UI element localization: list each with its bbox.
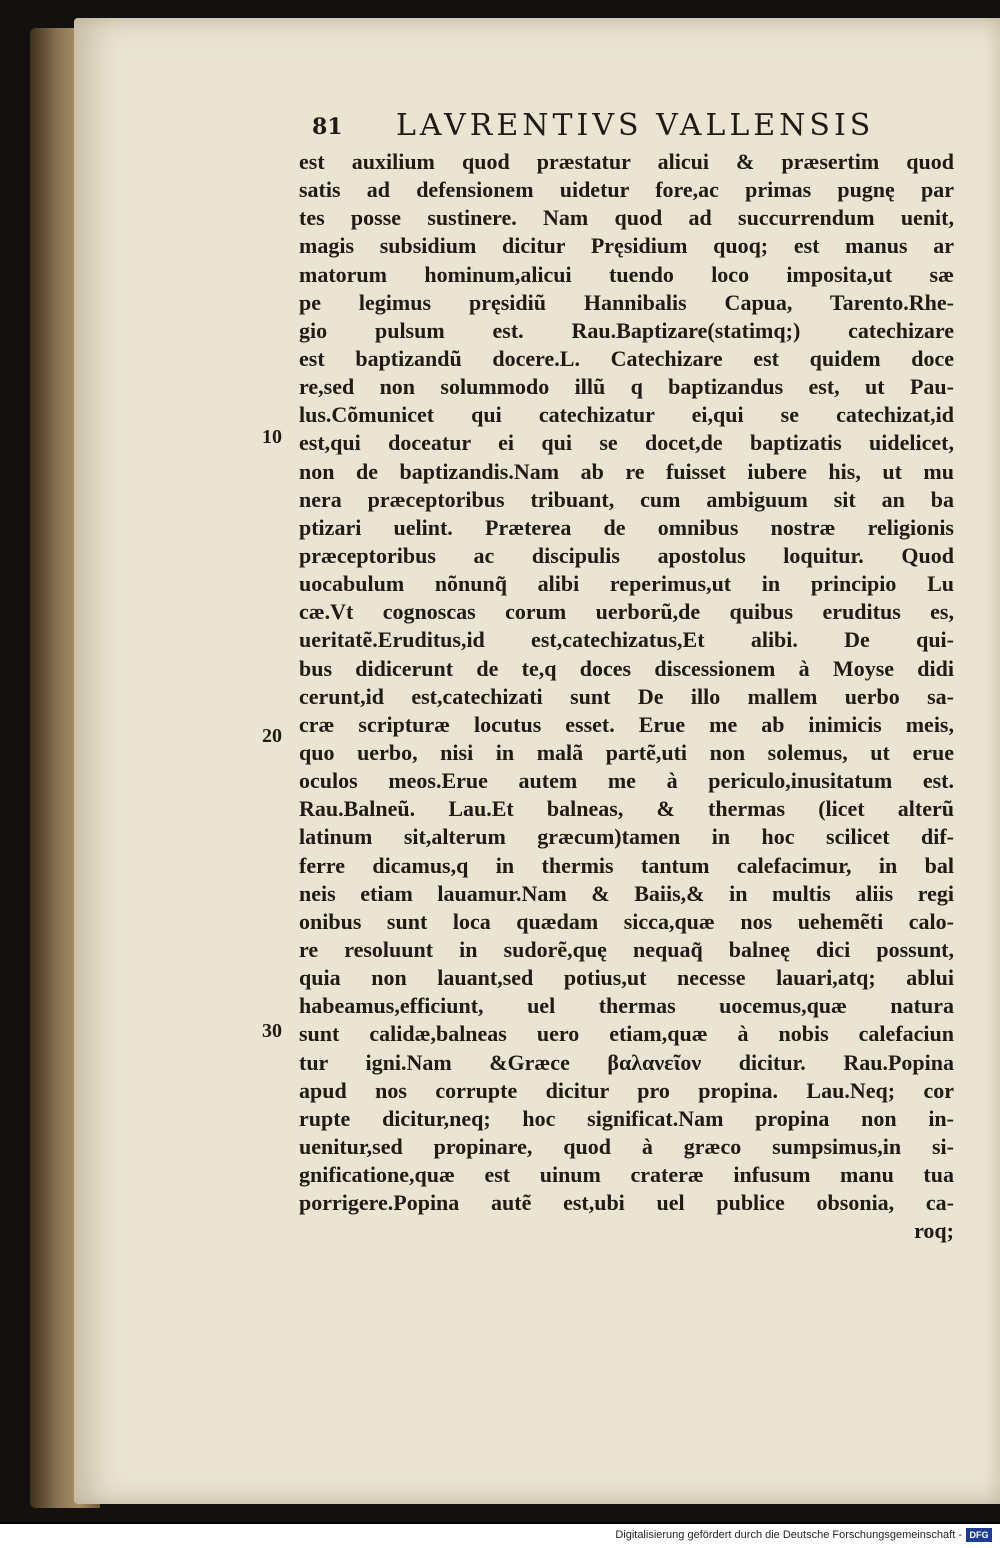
page-header [312,108,912,148]
text-line: matorum hominum,alicui tuendo loco imposita,ut sæ [299,261,954,287]
line-number-10: 10 [262,426,282,448]
text-line: tes posse sustinere. Nam quod ad succurrendum uenit, [299,205,954,231]
text-line: pe legimus pręsidiũ Hannibalis Capua, Tarento.Rhe- [299,289,954,315]
text-line: Rau.Balneũ. Lau.Et balneas, & thermas (licet alterũ [299,796,954,822]
text-line: cæ.Vt cognoscas corum uerborũ,de quibus eruditus es, [299,599,954,625]
text-line: apud nos corrupte dicitur pro propina. Lau.Neq; cor [299,1077,954,1103]
text-line: est baptizandũ docere.L. Catechizare est quidem doce [299,345,954,371]
footer-bar [0,1522,1000,1548]
dfg-logo: DFG [966,1528,992,1542]
text-line: tur igni.Nam &Græce βαλανεῖον dicitur. Rau.Popina [299,1049,954,1075]
text-line: re resoluunt in sudorẽ,quę nequaq̃ balneę dici possunt, [299,936,954,962]
text-line: magis subsidium dicitur Pręsidium quoq; est manus ar [299,233,954,259]
text-line: uocabulum nõnunq̃ alibi reperimus,ut in principio Lu [299,571,954,597]
running-title: LAVRENTIVS VALLENSIS [396,108,875,143]
line-number-30: 30 [262,1020,282,1042]
text-line: est auxilium quod præstatur alicui & præsertim quod [299,149,954,174]
text-line: roq; [914,1218,954,1244]
text-line: ferre dicamus,q in thermis tantum calefacimur, in bal [299,852,954,878]
text-line: ptizari uelint. Præterea de omnibus nostræ religionis [299,514,954,540]
text-line: est,qui doceatur ei qui se docet,de baptizatis uidelicet, [299,430,954,456]
text-line: gnificatione,quæ est uinum crateræ infusum manu tua [299,1162,954,1188]
text-line: lus.Cõmunicet qui catechizatur ei,qui se catechizat,id [299,402,954,428]
text-line: quia non lauant,sed potius,ut necesse lauari,atq; ablui [299,965,954,991]
text-line: non de baptizandis.Nam ab re fuisset iubere his, ut mu [299,458,954,484]
text-line: præceptoribus ac discipulis apostolus loquitur. Quod [299,542,954,568]
text-line: cerunt,id est,catechizati sunt De illo mallem uerbo sa- [299,683,954,709]
text-line: ueritatẽ.Eruditus,id est,catechizatus,Et alibi. De qui- [299,627,954,653]
text-line: porrigere.Popina autẽ est,ubi uel publice obsonia, ca- [299,1190,954,1216]
text-line: re,sed non solummodo illũ q baptizandus est, ut Pau- [299,374,954,400]
folio-number: 81 [312,114,343,140]
text-line: bus didicerunt de te,q doces discessionem à Moyse didi [299,655,954,681]
text-line: sunt calidæ,balneas uero etiam,quæ à nobis calefaciun [299,1021,954,1047]
text-line: nera præceptoribus tribuant, cum ambiguum sit an ba [299,486,954,512]
text-line: uenitur,sed propinare, quod à græco sumpsimus,in si- [299,1133,954,1159]
text-line: satis ad defensionem uidetur fore,ac primas pugnę par [299,177,954,203]
text-line: habeamus,efficiunt, uel thermas uocemus,quæ natura [299,993,954,1019]
line-number-20: 20 [262,725,282,747]
text-line: quo uerbo, nisi in malã partẽ,uti non solemus, ut erue [299,739,954,765]
text-line: neis etiam lauamur.Nam & Baiis,& in multis aliis regi [299,880,954,906]
text-line: rupte dicitur,neq; hoc significat.Nam propina non in- [299,1105,954,1131]
text-line: gio pulsum est. Rau.Baptizare(statimq;) catechizare [299,317,954,343]
funding-credit: Digitalisierung gefördert durch die Deutsche Forschungsgemeinschaft - [615,1529,962,1541]
text-line: onibus sunt loca quædam sicca,quæ nos uehemẽti calo- [299,908,954,934]
text-line: latinum sit,alterum græcum)tamen in hoc scilicet dif- [299,824,954,850]
body-text [299,148,954,1245]
text-line: oculos meos.Erue autem me à periculo,inusitatum est. [299,768,954,794]
text-line: cræ scripturæ locutus esset. Erue me ab inimicis meis, [299,711,954,737]
